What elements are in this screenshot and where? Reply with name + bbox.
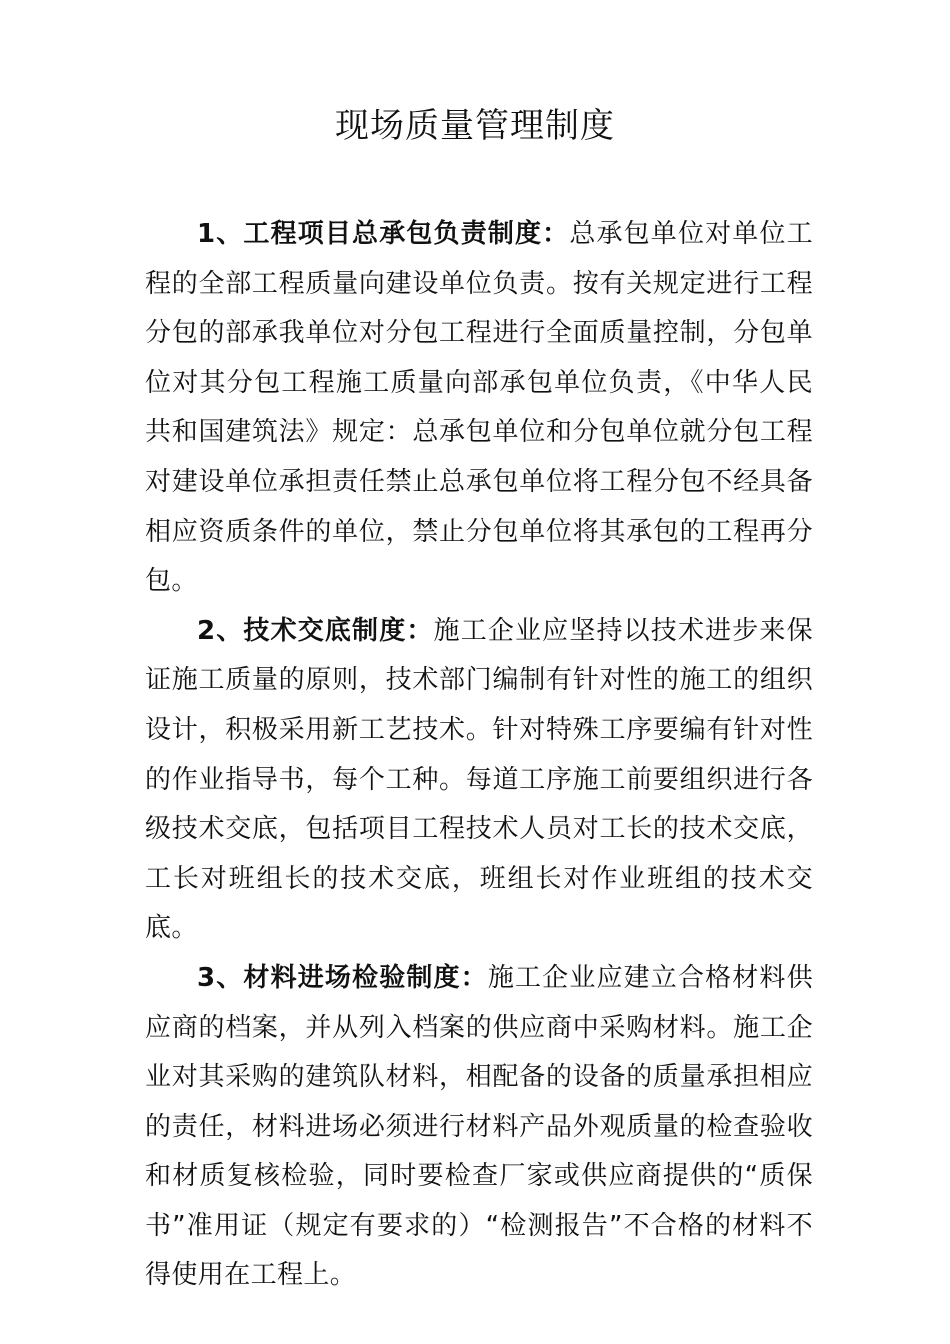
- paragraph-1-heading: 1、工程项目总承包负责制度：: [197, 219, 570, 249]
- paragraph-2-heading: 2、技术交底制度：: [197, 615, 434, 646]
- document-body: [145, 210, 813, 1301]
- paragraph-3: [145, 954, 813, 1301]
- paragraph-3-text: 施工企业应建立合格材料供应商的档案，并从列入档案的供应商中采购材料。施工企业对其采购的建筑队材料，相配备的设备的质量承担相应的责任，材料进场必须进行材料产品外观质量的检查验收和材质复核检验，同时要检查厂家或供应商提供的“质保书”准用证（规定有要求的）“检测报告”不合格的材料不得使用在工程上。: [145, 962, 813, 1291]
- paragraph-1: [145, 210, 813, 607]
- paragraph-3-heading: 3、材料进场检验制度：: [197, 962, 488, 993]
- paragraph-2: [145, 607, 813, 954]
- document-title: 现场质量管理制度: [335, 106, 615, 146]
- paragraph-1-text: 总承包单位对单位工程的全部工程质量向建设单位负责。按有关规定进行工程分包的部承我单位对分包工程进行全面质量控制，分包单位对其分包工程施工质量向部承包单位负责，《中华人民共和国建筑法》规定：总承包单位和分包单位就分包工程对建设单位承担责任禁止总承包单位将工程分包不经具备相应资质条件的单位，禁止分包单位将其承包的工程再分包。: [145, 219, 813, 597]
- paragraph-2-text: 施工企业应坚持以技术进步来保证施工质量的原则，技术部门编制有针对性的施工的组织设计，积极采用新工艺技术。针对特殊工序要编有针对性的作业指导书，每个工种。每道工序施工前要组织进行各级技术交底，包括项目工程技术人员对工长的技术交底，工长对班组长的技术交底，班组长对作业班组的技术交底。: [145, 615, 813, 944]
